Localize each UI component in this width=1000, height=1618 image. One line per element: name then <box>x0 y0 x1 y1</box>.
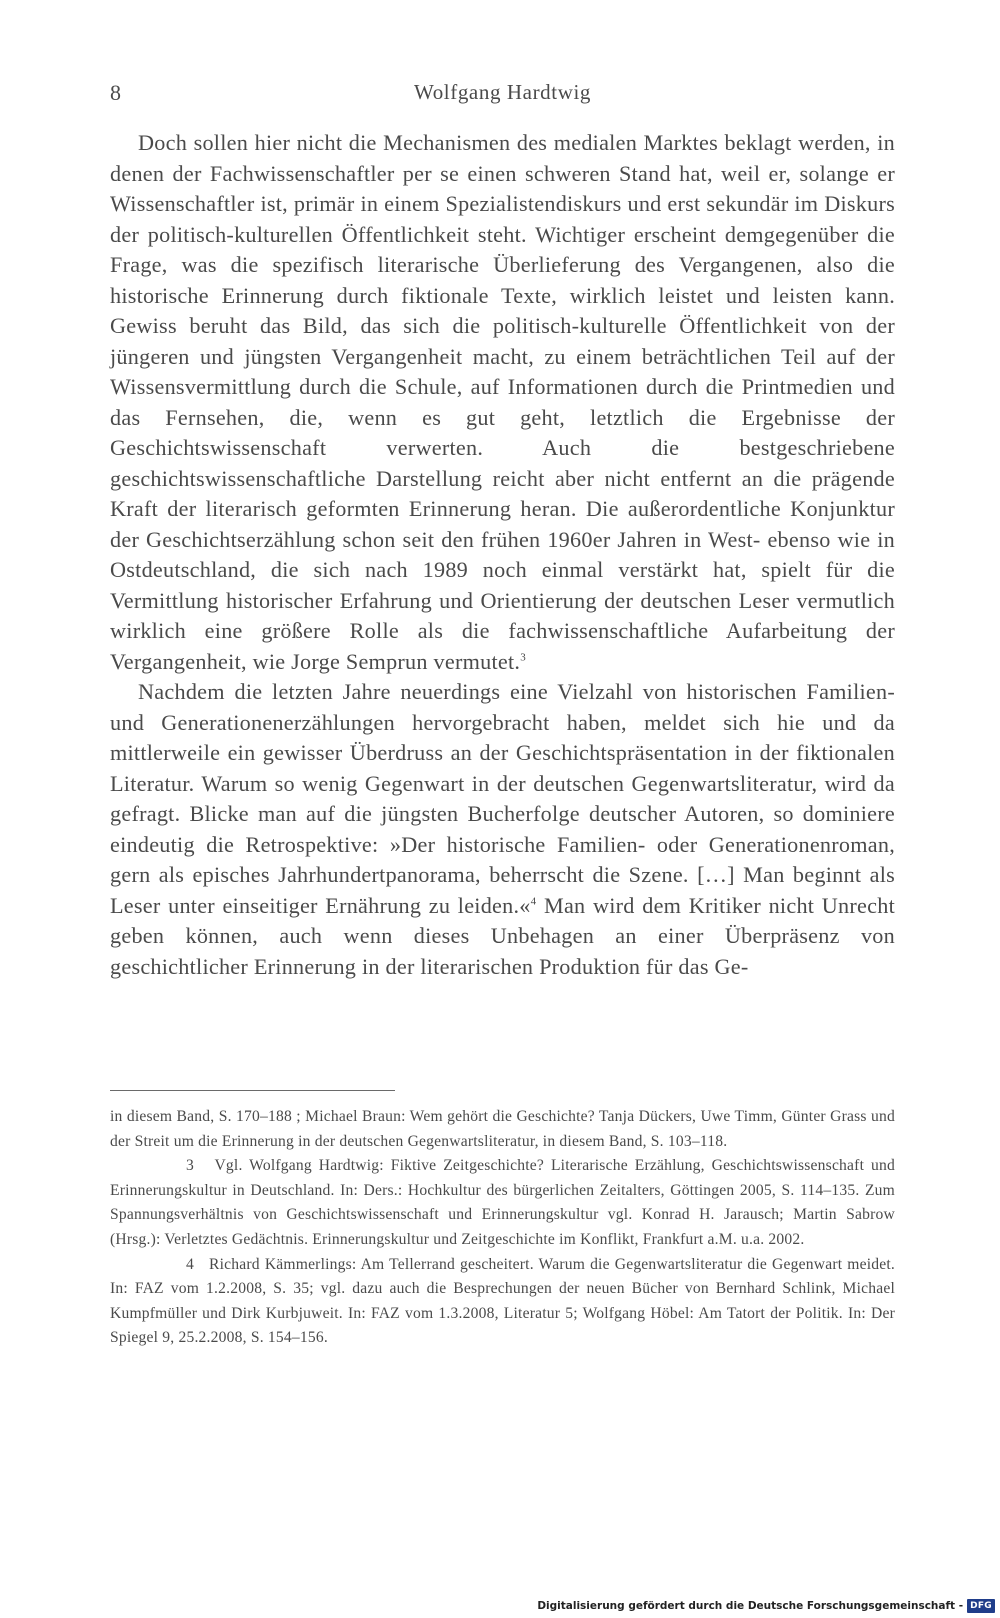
paragraph-2-text-b: Man wird dem Kritiker nicht Unrecht geben können, auch wenn dieses Unbehagen an einer Überpräsenz von geschichtlicher Erinnerung in der literarischen Produktion für das Ge- <box>110 892 895 979</box>
running-head: Wolfgang Hardtwig <box>413 80 592 104</box>
footnote-3-number: 3 <box>186 1157 194 1175</box>
footnote-3-text: Vgl. Wolfgang Hardtwig: Fiktive Zeitgeschichte? Literarische Erzählung, Geschichtswissenschaft und Erinnerungskultur in Deutschland. In: Ders.: Hochkultur des bürgerlichen Zeitalters, Göttingen 2005, S. 114–135. Zum Spannungsverhältnis von Geschichtswissenschaft und Erinnerungskultur vgl. Konrad H. Jarausch; Martin Sabrow (Hrsg.): Verletztes Gedächtnis. Erinnerungskultur und Zeitgeschichte im Konflikt, Frankfurt a.M. u.a. 2002. <box>110 1157 896 1248</box>
paragraph-1-text: Doch sollen hier nicht die Mechanismen des medialen Marktes beklagt werden, in denen der Fachwissenschaftler per se einen schweren Stand hat, weil er, solange er Wissenschaftler ist, primär in einem Spezialistendiskurs und erst sekundär im Diskurs der politisch-kulturellen Öffentlichkeit steht. Wichtiger erscheint demgegenüber die Frage, was die spezifisch literarische Überlieferung des Vergangenen, also die historische Erinnerung durch fiktionale Texte, wirklich leistet und leisten kann. Gewiss beruht das Bild, das sich die politisch-kulturelle Öffentlichkeit von der jüngeren und jüngsten Vergangenheit macht, zu einem beträchtlichen Teil auf der Wissensvermittlung durch die Schule, auf Informationen durch die Printmedien und das Fernsehen, die, wenn es gut geht, letztlich die Ergebnisse der Geschichtswissenschaft verwerten. Auch die bestgeschriebene geschichtswissenschaftliche Darstellung reicht aber nicht entfernt an die prägende Kraft der literarisch geformten Erinnerung heran. Die außerordentliche Konjunktur der Geschichtserzählung schon seit den frühen 1960er Jahren in West- ebenso wie in Ostdeutschland, die sich nach 1989 noch einmal verstärkt hat, spielt für die Vermittlung historischer Erfahrung und Orientierung der deutschen Leser vermutlich wirklich eine größere Rolle als die fachwissenschaftliche Aufarbeitung der Vergangenheit, wie Jorge Semprun vermutet. <box>110 130 895 674</box>
digitization-banner <box>537 1596 995 1616</box>
footnote-4-text: Richard Kämmerlings: Am Tellerrand gescheitert. Warum die Gegenwartsliteratur die Gegenwart meidet. In: FAZ vom 1.2.2008, S. 35; vgl. dazu auch die Besprechungen der neuen Bücher von Bernhard Schlink, Michael Kumpfmüller und Dirk Kurbjuweit. In: FAZ vom 1.3.2008, Literatur 5; Wolfgang Höbel: Am Tatort der Politik. In: Der Spiegel 9, 25.2.2008, S. 154–156. <box>110 1255 895 1347</box>
footnote-ref-3: 3 <box>520 651 526 664</box>
footnote-continued: in diesem Band, S. 170–188 ; Michael Braun: Wem gehört die Geschichte? Tanja Dückers, Uwe Timm, Günter Grass und der Streit um die Erinnerung in der deutschen Gegenwartsliteratur, in diesem Band, S. 103–118. <box>110 1108 895 1150</box>
footnote-4 <box>110 1253 895 1351</box>
digitization-banner-text: Digitalisierung gefördert durch die Deutsche Forschungsgemeinschaft - <box>537 1600 964 1612</box>
footnote-ref-4: 4 <box>530 895 537 908</box>
dfg-logo: DFG <box>967 1599 995 1613</box>
page-number: 8 <box>110 80 122 105</box>
footnote-3 <box>110 1154 895 1252</box>
footnote-separator <box>110 1090 395 1091</box>
footnote-4-number: 4 <box>186 1255 194 1273</box>
page-header <box>110 80 895 110</box>
paragraph-1 <box>110 128 895 677</box>
paragraph-2 <box>110 677 895 982</box>
paragraph-2-text-a: Nachdem die letzten Jahre neuerdings eine Vielzahl von historischen Familien- und Generationenerzählungen hervorgebracht haben, meldet sich hie und da mittlerweile ein gewisser Überdruss an der Geschichtspräsentation in der fiktionalen Literatur. Warum so wenig Gegenwart in der deutschen Gegenwartsliteratur, wird da gefragt. Blicke man auf die jüngsten Bucherfolge deutscher Autoren, so dominiere eindeutig die Retrospektive: »Der historische Familien- oder Generationenroman, gern als episches Jahrhundertpanorama, beherrscht die Szene. […] Man beginnt als Leser unter einseitiger Ernährung zu leiden.« <box>110 679 895 918</box>
body-text <box>110 128 895 982</box>
footnotes <box>110 1105 895 1351</box>
